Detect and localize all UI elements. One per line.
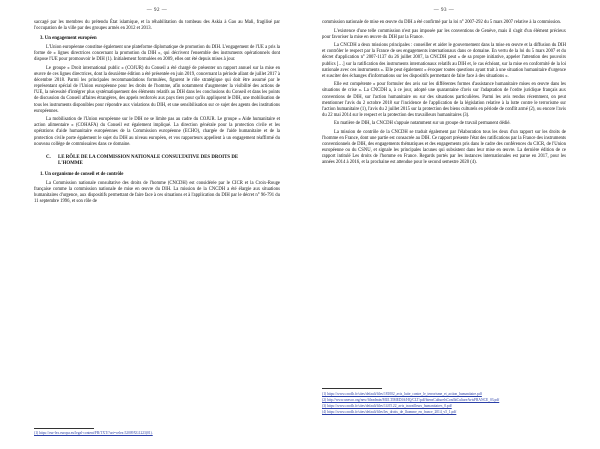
paragraph: En matière de DIH, la CNCDH s'appuie notamment sur un groupe de travail permanent dédié. xyxy=(334,121,511,127)
paragraph: Le groupe « Droit international public » (COJUR) du Conseil a été chargé de présenter un rapport annuel sur la mise en œuvre de ces lignes directrices, dont la deuxième édition a été présentée en juin 2019, concernant la période allant de juillet 2017 à décembre 2018. Parmi les principales recommandations formulées, figurent le rôle stratégique qui doit être assumé par le représentant spécial de l'Union européenne pour les droits de l'homme, afin notamment d'augmenter la visibilité des actions de l'UE, la nécessité d'intégrer plus systématiquement des éléments relatifs au DIH dans les conclusions du Conseil et dans les points de discussion du Conseil affaires étrangères, des appels renforcés aux pays tiers pour qu'ils appliquent le DIH, une mobilisation de tous les instruments disponibles pour répondre aux violations du DIH, et une sensibilisation sur ce sujet des agents des institutions européennes. xyxy=(34,65,280,114)
page-number: — 93 — xyxy=(433,8,455,13)
footnote-link[interactable]: (1) https://www.cncdh.fr/sites/default/files/181002_avis_lutte_contre_le_terrorisme_et_action_humanitaire.pdf xyxy=(322,392,482,396)
section-heading: 1. Un organisme de conseil et de contrôle xyxy=(40,171,124,177)
footnotes xyxy=(322,392,566,415)
footnote xyxy=(322,392,566,397)
paragraph: saccagé par les membres du prétendu État islamique, et la réhabilitation du tombeau des Askia à Gao au Mali, fragilisé par l'occupation de la ville par des groupes armés en 2012 et 2013. xyxy=(34,20,280,32)
chapter-heading-label: C. xyxy=(46,154,51,160)
paragraph: La mobilisation de l'Union européenne sur le DIH ne se limite pas au cadre du COJUR. Le groupe « Aide humanitaire et action alimentaire » (COHAFA) du Conseil est également impliqué. La direction générale pour la protection civile et les opérations d'aide humanitaire européennes de la Commission européenne (ECHO), chargée de l'aide humanitaire et de la protection civile porte également le sujet du DIH au niveau européen, et vos rapporteurs appellent à un engagement réaffirmé du nouveau collège de commissaires dans ce domaine. xyxy=(34,117,280,147)
paragraph: La Commission nationale consultative des droits de l'homme (CNCDH) est considérée par le CICR et la Croix-Rouge française comme la commission nationale de mise en œuvre du DIH. La mission de la CNCDH a été élargie aux situations humanitaires d'urgence, aux dispositifs permettant de faire face à ces situations et à l'application du DIH par le décret n° 96-791 du 11 septembre 1996, et son rôle de xyxy=(34,180,280,204)
footnote-divider xyxy=(34,428,94,429)
chapter-heading-text: LE RÔLE DE LA COMMISSION NATIONALE CONSULTATIVE DES DROITS DE L'HOMME xyxy=(58,154,239,166)
paragraph: L'existence d'une telle commission n'est pas imposée par les conventions de Genève, mais il s'agit d'un élément précieux pour favoriser la mise en œuvre du DIH par la France. xyxy=(322,28,566,40)
footnote-divider xyxy=(322,388,382,389)
paragraph: commission nationale de mise en œuvre du DIH a été confirmé par la loi n° 2007-292 du 5 mars 2007 relative à la commission. xyxy=(322,20,562,25)
paragraph: Elle est compétente « pour formuler des avis sur les différentes formes d'assistance humanitaire mises en œuvre dans les situations de crise ». La CNCDH a, à ce jour, adopté une quarantaine d'avis sur l'adaptation de l'ordre juridique français aux conventions de DIH, sur l'action humanitaire ou sur des situations particulières. Parmi les avis rendus récemment, on peut mentionner l'avis du 2 octobre 2018 sur l'incidence de l'application de la législation relative à la lutte contre le terrorisme sur l'action humanitaire (1), l'avis du 2 juillet 2015 sur la protection des biens culturels en période de conflit armé (2), ou encore l'avis du 22 mai 2014 sur le respect et la protection des travailleurs humanitaires (3). xyxy=(322,82,566,118)
right-page xyxy=(300,0,600,449)
section-heading: 3. Un engagement européen xyxy=(40,36,97,42)
footnote-link[interactable]: (1) https://eur-lex.europa.eu/legal-content/FR/TXT/?uri=celex:52009XG1223(01). xyxy=(34,431,153,435)
page-number: — 92 — xyxy=(146,8,168,13)
paragraph: La mission de contrôle de la CNCDH se traduit également par l'élaboration tous les deux d'un rapport sur les droits de l'homme en France, dont une partie est consacrée au DIH. Ce rapport présente l'état des ratifications par la France des instruments conventionnels de DIH, des engagements thématiques et des engagements pris dans le cadre des conférences du CICR, de l'Union européenne ou du CSNU, et signale les principales lacunes qui subsistent dans leur mise en œuvre. La dernière édition de ce rapport intitulé Les droits de l'homme en France. Regards portés par les instances internationales est parue en 2017, pour les années 2014 à 2016, et la prochaine est attendue pour le second semestre 2020 (4). xyxy=(322,130,566,166)
paragraph: L'Union européenne constitue également une plateforme diplomatique de promotion du DIH. L'engagement de l'UE a pris la forme de « lignes directrices concernant la promotion du DIH », qui décrivent l'ensemble des instruments opérationnels dont dispose l'UE pour promouvoir le DIH (1). Initialement formulées en 2009, elles ont été depuis mises à jour. xyxy=(34,45,280,63)
footnote xyxy=(322,398,566,403)
footnote xyxy=(322,404,566,409)
footnote xyxy=(322,410,566,415)
paragraph: La CNCDH a deux missions principales : conseiller et aider le gouvernement dans la mise en œuvre et la diffusion du DIH et contrôler le respect par la France de ses engagements internationaux dans ce domaine. En vertu de la loi du 5 mars 2007 et du décret d'application n° 2007-1137 du 26 juillet 2007, la CNCDH peut « de sa propre initiative, appeler l'attention des pouvoirs publics […] sur la ratification des instruments internationaux relatifs au DIH et, le cas échéant, sur la mise en conformité de la loi nationale avec ces instruments ». Elle peut également « évoquer toutes questions ayant trait à une situation humanitaire d'urgence et susciter des échanges d'informations sur les dispositifs permettant de faire face à des situations ». xyxy=(322,43,566,79)
footnote xyxy=(34,431,274,436)
footnote-link[interactable]: (4) https://www.cncdh.fr/sites/default/files/les_droits_de_lhomme_en_france_2014_v5_1.pdf xyxy=(322,410,457,414)
footnote-link[interactable]: (3) https://www.cncdh.fr/sites/default/files/14.05.22_avis_travailleurs_humanitaires_0.pdf xyxy=(322,404,452,408)
chapter-heading xyxy=(46,155,280,167)
footnote-link[interactable]: (2) http://www.unesco.org/new/fileadmin/MULTIMEDIA/HQ/CLT/pdf/biensCulturelsConflitCultureAvisFRANCE_03.pdf xyxy=(322,398,500,402)
